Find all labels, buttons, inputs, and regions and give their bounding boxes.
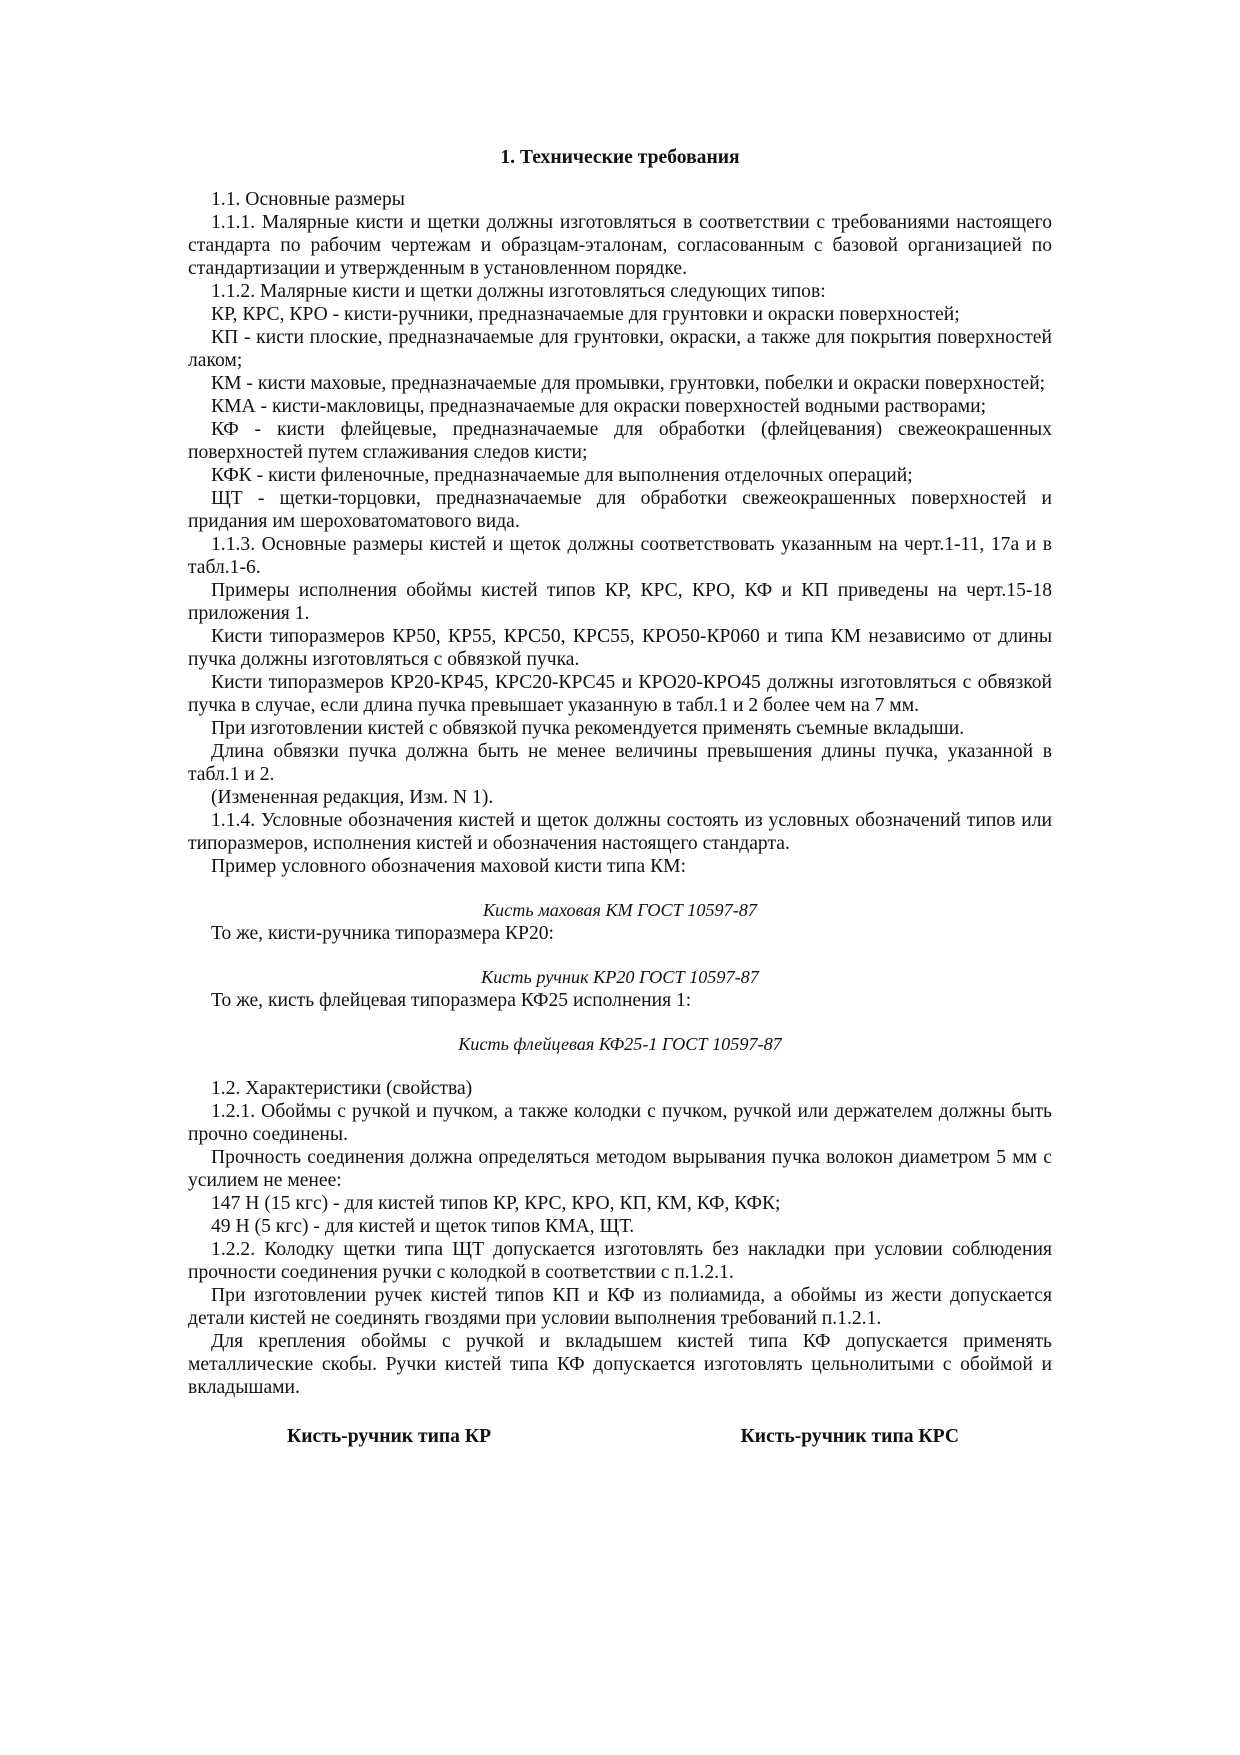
paragraph: КР, КРС, КРО - кисти-ручники, предназначаемые для грунтовки и окраски поверхностей;	[211, 304, 960, 325]
paragraph: Кисти типоразмеров КР20-КР45, КРС20-КРС45 и КРО20-КРО45 должны изготовляться с обвязкой пучка в случае, если длина пучка превышает указанную в табл.1 и 2 более чем на 7 мм.	[188, 672, 1052, 716]
paragraph: 1.2.1. Обоймы с ручкой и пучком, а также колодки с пучком, ручкой или держателем должны быть прочно соединены.	[188, 1101, 1052, 1145]
paragraph: (Измененная редакция, Изм. N 1).	[211, 787, 494, 808]
paragraph: 1.1. Основные размеры	[211, 189, 405, 210]
figure-title-kr: Кисть-ручник типа КР	[287, 1426, 492, 1447]
paragraph: При изготовлении кистей с обвязкой пучка рекомендуется применять съемные вкладыши.	[211, 718, 965, 739]
paragraph: 1.1.2. Малярные кисти и щетки должны изготовляться следующих типов:	[211, 281, 826, 302]
designation-example: Кисть маховая КМ ГОСТ 10597-87	[482, 900, 757, 920]
designation-example: Кисть ручник КР20 ГОСТ 10597-87	[481, 967, 759, 987]
figure-titles	[188, 1425, 1052, 1448]
designation-example: Кисть флейцевая КФ25-1 ГОСТ 10597-87	[458, 1034, 782, 1054]
paragraph: Прочность соединения должна определяться методом вырывания пучка волокон диаметром 5 мм с усилием не менее:	[188, 1147, 1052, 1191]
paragraph: ЩТ - щетки-торцовки, предназначаемые для обработки свежеокрашенных поверхностей и придания им шероховатоматового вида.	[188, 488, 1052, 532]
paragraph: 49 Н (5 кгс) - для кистей и щеток типов КМА, ЩТ.	[211, 1216, 635, 1237]
paragraph: 1.2.2. Колодку щетки типа ЩТ допускается изготовлять без накладки при условии соблюдения прочности соединения ручки с колодкой в соответствии с п.1.2.1.	[188, 1239, 1052, 1283]
paragraph: При изготовлении ручек кистей типов КП и КФ из полиамида, а обоймы из жести допускается детали кистей не соединять гвоздями при условии выполнения требований п.1.2.1.	[188, 1285, 1052, 1329]
paragraph: То же, кисти-ручника типоразмера КР20:	[211, 923, 554, 944]
paragraph: 1.1.4. Условные обозначения кистей и щеток должны состоять из условных обозначений типов или типоразмеров, исполнения кистей и обозначения настоящего стандарта.	[188, 810, 1052, 854]
paragraph: Примеры исполнения обоймы кистей типов КР, КРС, КРО, КФ и КП приведены на черт.15-18 приложения 1.	[188, 580, 1052, 624]
paragraph: Длина обвязки пучка должна быть не менее величины превышения длины пучка, указанной в табл.1 и 2.	[188, 741, 1052, 785]
paragraph: КМА - кисти-макловицы, предназначаемые для окраски поверхностей водными растворами;	[211, 396, 987, 417]
document-page	[188, 146, 1052, 1448]
paragraph: КП - кисти плоские, предназначаемые для грунтовки, окраски, а также для покрытия поверхностей лаком;	[188, 327, 1052, 371]
paragraph: 1.1.1. Малярные кисти и щетки должны изготовляться в соответствии с требованиями настоящего стандарта по рабочим чертежам и образцам-эталонам, согласованным с базовой организацией по стандартизации и утвержденным в установленном порядке.	[188, 212, 1052, 279]
paragraph: 1.2. Характеристики (свойства)	[211, 1078, 473, 1099]
section-heading: 1. Технические требования	[500, 147, 740, 168]
paragraph: Для крепления обоймы с ручкой и вкладышем кистей типа КФ допускается применять металлические скобы. Ручки кистей типа КФ допускается изготовлять цельнолитыми с обоймой и вкладышами.	[188, 1331, 1052, 1398]
figure-title-krs: Кисть-ручник типа КРС	[740, 1426, 959, 1447]
paragraph: 147 Н (15 кгс) - для кистей типов КР, КРС, КРО, КП, КМ, КФ, КФК;	[211, 1193, 781, 1214]
paragraph: То же, кисть флейцевая типоразмера КФ25 исполнения 1:	[211, 990, 692, 1011]
paragraph: Кисти типоразмеров КР50, КР55, КРС50, КРС55, КРО50-КР060 и типа КМ независимо от длины пучка должны изготовляться с обвязкой пучка.	[188, 626, 1052, 670]
paragraph: КМ - кисти маховые, предназначаемые для промывки, грунтовки, побелки и окраски поверхностей;	[211, 373, 1046, 394]
paragraph: 1.1.3. Основные размеры кистей и щеток должны соответствовать указанным на черт.1-11, 17а и в табл.1-6.	[188, 534, 1052, 578]
paragraph: КФК - кисти филеночные, предназначаемые для выполнения отделочных операций;	[211, 465, 913, 486]
paragraph: Пример условного обозначения маховой кисти типа КМ:	[211, 856, 687, 877]
paragraph: КФ - кисти флейцевые, предназначаемые для обработки (флейцевания) свежеокрашенных поверхностей путем сглаживания следов кисти;	[188, 419, 1052, 463]
